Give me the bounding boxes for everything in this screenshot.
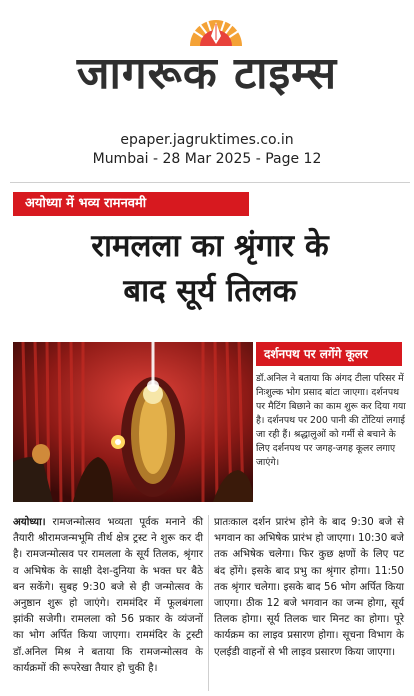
edition-date-page: Mumbai - 28 Mar 2025 - Page 12 <box>92 151 322 167</box>
masthead <box>0 0 414 172</box>
article-column-2: प्रातःकाल दर्शन प्रारंभ होने के बाद 9:30 बजे से भगवान का अभिषेक प्रारंभ हो जाएगा। 10:30 बजे तक अभिषेक चलेगा। फिर कुछ क्षणों के लिए पट बंद होंगे। इसके बाद प्रभु का श्रृंगार होगा। 11:50 तक श्रृंगार चलेगा। इसके बाद 56 भोग अर्पित किया जाएगा। ठीक 12 बजे भगवान का जन्म होगा, सूर्य तिलक होगा। सूर्य तिलक चार मिनट का होगा। पूरे कार्यक्रम का लाइव प्रसारण होगा। सूचना विभाग के एलईडी वाहनों से भी लाइव प्रसारण किया जाएगा। <box>214 517 404 658</box>
sidebar-box <box>256 342 406 506</box>
article-column-1-text: रामजन्मोत्सव भव्यता पूर्वक मनाने की तैयारी श्रीरामजन्मभूमि तीर्थ क्षेत्र ट्रस्ट ने शुरू कर दी है। रामजन्मोत्सव पर रामलला के सूर्य तिलक, श्रृंगार व अभिषेक के साक्षी देश-दुनिया के भक्त घर बैठे बन सकेंगे। सुबह 9:30 बजे से ही जन्मोत्सव के अनुष्ठान शुरू हो जाएंगे। राममंदिर में फूलबंगला झांकी सजेगी। रामलला को 56 प्रकार के व्यंजनों का भोग अर्पित किया जाएगा। राममंदिर के ट्रस्टी डॉ.अनिल मिश्र ने बताया कि रामजन्मोत्सव के कार्यक्रमों की रूपरेखा तैयार हो चुकी है। <box>13 517 203 674</box>
sunburst-pen-emblem-icon <box>184 10 248 46</box>
article-column-1 <box>13 515 203 677</box>
headline-line-2: बाद सूर्य तिलक <box>123 273 297 309</box>
article-headline <box>10 224 410 314</box>
sidebar-heading: दर्शनपथ पर लगेंगे कूलर <box>256 342 402 366</box>
ramlalla-idol-photo-icon <box>13 342 253 502</box>
newspaper-page <box>10 182 410 696</box>
headline-line-1: रामलला का श्रृंगार के <box>91 228 329 264</box>
column-divider <box>208 515 209 691</box>
article-kicker: अयोध्या में भव्य रामनवमी <box>13 192 249 216</box>
sidebar-text: डॉ.अनिल ने बताया कि अंगद टीला परिसर में निःशुल्क भोग प्रसाद बांटा जाएगा। दर्शनपथ पर मैटिंग बिछाने का काम शुरू कर दिया गया है। दर्शनपथ पर 200 पानी की टोंटियां लगाई जा रही हैं। श्रद्धालुओं को गर्मी से बचाने के लिए दर्शनपथ पर जगह-जगह कूलर लगाए जाएंगे। <box>256 373 406 468</box>
divider <box>10 182 410 183</box>
epaper-url[interactable]: epaper.jagruktimes.co.in <box>120 132 294 148</box>
masthead-logo: जागरूक टाइम्स <box>76 48 338 99</box>
article-dateline: अयोध्या। <box>13 517 46 528</box>
